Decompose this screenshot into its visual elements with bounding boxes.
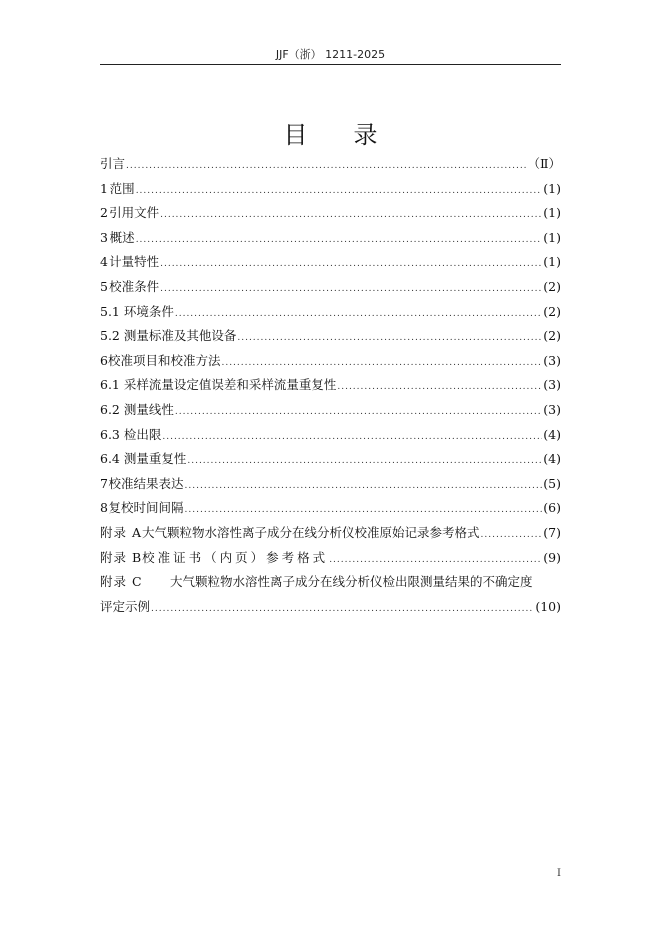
toc-appendix-number: 附录 A [100, 524, 143, 540]
table-of-contents [100, 152, 561, 619]
toc-entry-5-1[interactable] [100, 300, 561, 325]
toc-entry-7[interactable] [100, 472, 561, 497]
toc-page: (4) [543, 451, 561, 467]
toc-page: (1) [543, 205, 561, 221]
header-divider [100, 64, 561, 65]
toc-leader-dots [329, 548, 542, 573]
toc-label: 校准结果表达 [108, 475, 184, 491]
toc-leader-dots [187, 449, 542, 474]
toc-entry-8[interactable] [100, 496, 561, 521]
toc-page: (5) [543, 475, 561, 491]
toc-leader-dots [162, 425, 542, 450]
toc-entry-5-2[interactable] [100, 324, 561, 349]
toc-page: (1) [543, 180, 561, 196]
toc-page: (2) [543, 278, 561, 294]
toc-appendix-number: 附录 B [100, 549, 143, 565]
page-title: 目录 [283, 121, 424, 149]
toc-leader-dots [151, 597, 534, 622]
toc-leader-dots [136, 179, 543, 204]
toc-label: 校准项目和校准方法 [107, 352, 221, 368]
toc-label: 6.2 测量线性 [100, 401, 174, 417]
toc-page: (2) [543, 328, 561, 344]
toc-number: 5 [100, 278, 108, 294]
toc-entry-intro[interactable] [100, 152, 561, 177]
toc-entry-appendix-c-continued[interactable] [100, 595, 561, 620]
toc-label: 复校时间间隔 [108, 500, 184, 516]
toc-entry-4[interactable] [100, 250, 561, 275]
document-code-header: JJF（浙） 1211-2025 [275, 48, 386, 61]
toc-label: 校准条件 [109, 278, 160, 294]
toc-page: （Ⅱ） [527, 156, 561, 171]
toc-leader-dots [160, 277, 542, 302]
toc-label-line2: 评定示例 [100, 598, 151, 614]
toc-label: 计量特性 [109, 254, 160, 270]
toc-entry-3[interactable] [100, 226, 561, 251]
toc-number: 4 [100, 254, 108, 270]
toc-page: (3) [543, 352, 561, 368]
page-number: I [557, 868, 561, 879]
toc-page: (10) [535, 598, 561, 614]
toc-leader-dots [136, 228, 543, 253]
toc-leader-dots [175, 400, 542, 425]
toc-label: 6.4 测量重复性 [100, 451, 187, 467]
toc-leader-dots [185, 498, 543, 523]
toc-label: 概述 [109, 229, 135, 245]
toc-leader-dots [185, 474, 543, 499]
toc-page: (1) [543, 254, 561, 270]
toc-leader-dots [126, 154, 526, 179]
toc-entry-6-1[interactable] [100, 373, 561, 398]
toc-entry-6-3[interactable] [100, 423, 561, 448]
toc-leader-dots [337, 375, 542, 400]
toc-leader-dots [160, 203, 542, 228]
toc-label: 校准证书（内页）参考格式 [142, 549, 329, 565]
toc-page: (4) [543, 426, 561, 442]
toc-label: 大气颗粒物水溶性离子成分在线分析仪校准原始记录参考格式 [142, 524, 480, 540]
toc-page: (1) [543, 229, 561, 245]
toc-label: 引言 [100, 156, 126, 171]
toc-entry-6-2[interactable] [100, 398, 561, 423]
toc-number: 8 [100, 500, 108, 516]
toc-entry-2[interactable] [100, 201, 561, 226]
toc-entry-6[interactable] [100, 349, 561, 374]
toc-label: 范围 [109, 180, 135, 196]
toc-entry-6-4[interactable] [100, 447, 561, 472]
toc-entry-appendix-b[interactable] [100, 546, 561, 571]
toc-entry-5[interactable] [100, 275, 561, 300]
toc-number: 7 [100, 475, 108, 491]
toc-page: (6) [543, 500, 561, 516]
toc-label: 6.1 采样流量设定值误差和采样流量重复性 [100, 377, 337, 393]
toc-page: (3) [543, 401, 561, 417]
toc-leader-dots [160, 252, 542, 277]
toc-number: 1 [100, 180, 108, 196]
toc-leader-dots [221, 351, 542, 376]
toc-label: 5.2 测量标准及其他设备 [100, 328, 237, 344]
toc-page: (2) [543, 303, 561, 319]
toc-entry-appendix-a[interactable] [100, 521, 561, 546]
toc-label: 6.3 检出限 [100, 426, 162, 442]
toc-label-line1: 大气颗粒物水溶性离子成分在线分析仪检出限测量结果的不确定度 [170, 574, 533, 590]
toc-label: 引用文件 [109, 205, 160, 221]
toc-page: (9) [543, 549, 561, 565]
toc-entry-appendix-c[interactable] [100, 570, 561, 595]
toc-leader-dots [175, 302, 542, 327]
toc-number: 2 [100, 205, 108, 221]
toc-number: 6 [100, 352, 108, 368]
toc-page: (7) [543, 524, 561, 540]
toc-number: 3 [100, 229, 108, 245]
toc-appendix-number: 附录 C [100, 574, 143, 590]
toc-entry-1[interactable] [100, 177, 561, 202]
toc-label: 5.1 环境条件 [100, 303, 174, 319]
toc-page: (3) [543, 377, 561, 393]
toc-leader-dots [237, 326, 542, 351]
toc-leader-dots [481, 523, 543, 548]
